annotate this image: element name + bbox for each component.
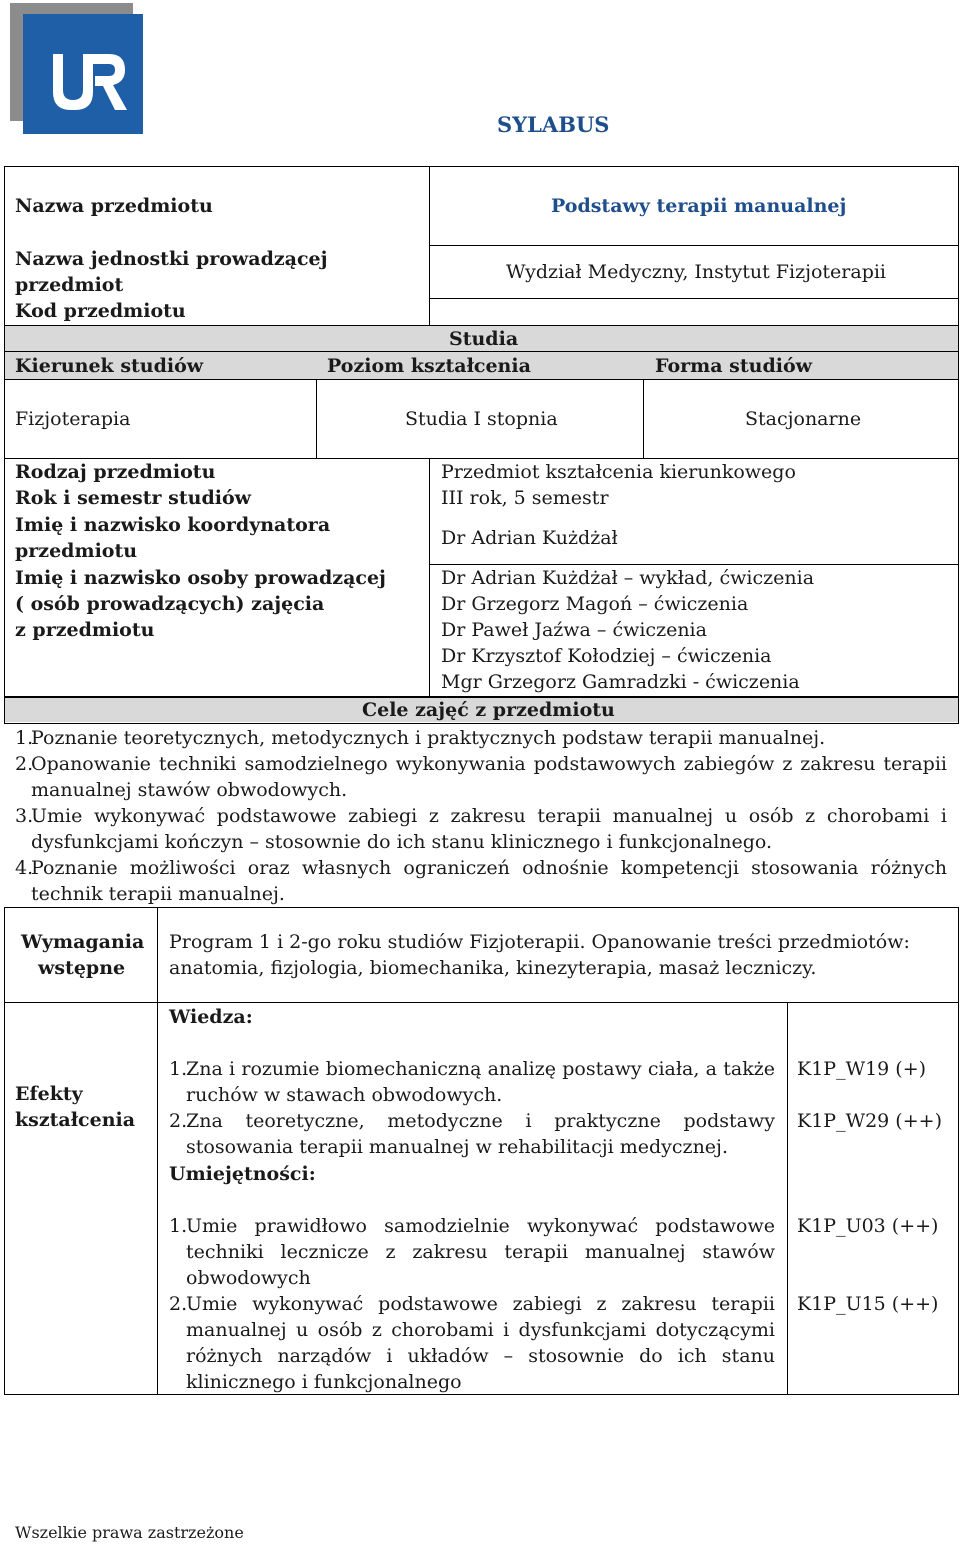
course-code-label: Kod przedmiotu	[15, 300, 186, 322]
studies-header-level: Poziom kształcenia	[327, 355, 531, 377]
outcome-number: 2.	[169, 1110, 188, 1132]
coordinator-label-line2: przedmiotu	[15, 540, 138, 562]
knowledge-code: K1P_W19 (+)	[797, 1058, 927, 1080]
outcomes-label-line1: Efekty	[15, 1083, 83, 1105]
year-value: III rok, 5 semestr	[441, 487, 609, 509]
goal-text: Umie wykonywać podstawowe zabiegi z zakresu terapii manualnej u osób z chorobami i dysfunkcjami kończyn – stosownie do ich stanu klinicznego i funkcjonalnego.	[31, 805, 947, 853]
studies-value-form: Stacjonarne	[745, 408, 862, 430]
instructor-item: Mgr Grzegorz Gamradzki - ćwiczenia	[441, 671, 800, 693]
goal-text: Poznanie teoretycznych, metodycznych i praktycznych podstaw terapii manualnej.	[31, 727, 826, 749]
page-title: SYLABUS	[497, 112, 610, 137]
instructor-item: Dr Grzegorz Magoń – ćwiczenia	[441, 593, 749, 615]
course-type-value: Przedmiot kształcenia kierunkowego	[441, 461, 796, 483]
requirements-label-line2: wstępne	[38, 957, 126, 979]
unit-label-line1: Nazwa jednostki prowadzącej	[15, 248, 328, 270]
studies-section-title: Studia	[449, 328, 519, 350]
course-name-label: Nazwa przedmiotu	[15, 195, 213, 217]
goal-number: 4.	[15, 857, 34, 879]
goal-number: 2.	[15, 753, 34, 775]
goal-number: 1.	[15, 727, 34, 749]
requirements-label-line1: Wymagania	[21, 931, 145, 953]
knowledge-code: K1P_W29 (++)	[797, 1110, 942, 1132]
knowledge-title: Wiedza:	[169, 1006, 253, 1028]
skill-code: K1P_U03 (++)	[797, 1215, 939, 1237]
year-label: Rok i semestr studiów	[15, 487, 251, 509]
instructors-label-line1: Imię i nazwisko osoby prowadzącej	[15, 567, 386, 589]
outcome-text: Zna i rozumie biomechaniczną analizę postawy ciała, a także ruchów w stawach obwodowych.	[186, 1058, 775, 1106]
university-logo	[10, 3, 144, 134]
outcome-number: 1.	[169, 1215, 188, 1237]
instructors-label-line3: z przedmiotu	[15, 619, 155, 641]
outcome-text: Umie prawidłowo samodzielnie wykonywać podstawowe techniki lecznicze z zakresu terapii manualnej stawów obwodowych	[186, 1215, 775, 1289]
unit-value: Wydział Medyczny, Instytut Fizjoterapii	[506, 261, 887, 283]
skill-code: K1P_U15 (++)	[797, 1293, 939, 1315]
outcome-number: 2.	[169, 1293, 188, 1315]
goal-number: 3.	[15, 805, 34, 827]
outcomes-label-line2: kształcenia	[15, 1109, 136, 1131]
instructors-label-line2: ( osób prowadzących) zajęcia	[15, 593, 325, 615]
studies-value-level: Studia I stopnia	[405, 408, 558, 430]
studies-value-direction: Fizjoterapia	[15, 408, 131, 430]
skills-title: Umiejętności:	[169, 1163, 316, 1185]
outcome-text: Zna teoretyczne, metodyczne i praktyczne podstawy stosowania terapii manualnej w rehabilitacji medycznej.	[186, 1110, 775, 1158]
goal-text: Poznanie możliwości oraz własnych ograniczeń odnośnie kompetencji stosowania różnych technik terapii manualnej.	[31, 857, 947, 905]
goals-title: Cele zajęć z przedmiotu	[362, 699, 615, 721]
studies-header-direction: Kierunek studiów	[15, 355, 204, 377]
requirements-text: Program 1 i 2-go roku studiów Fizjoterapii. Opanowanie treści przedmiotów: anatomia, fizjologia, biomechanika, kinezyterapia, masaż leczniczy.	[169, 931, 910, 979]
goal-text: Opanowanie techniki samodzielnego wykonywania podstawowych zabiegów z zakresu terapii manualnej stawów obwodowych.	[31, 753, 947, 801]
coordinator-value: Dr Adrian Kużdżał	[441, 527, 618, 549]
outcome-text: Umie wykonywać podstawowe zabiegi z zakresu terapii manualnej u osób z chorobami i dysfunkcjami dotyczącymi różnych narządów i układów – stosownie do ich stanu klinicznego i funkcjonalnego	[186, 1293, 775, 1393]
coordinator-label-line1: Imię i nazwisko koordynatora	[15, 514, 331, 536]
unit-label-line2: przedmiot	[15, 274, 124, 296]
outcome-number: 1.	[169, 1058, 188, 1080]
footer-text: Wszelkie prawa zastrzeżone	[15, 1523, 244, 1542]
instructor-item: Dr Adrian Kużdżał – wykład, ćwiczenia	[441, 567, 815, 589]
instructor-item: Dr Krzysztof Kołodziej – ćwiczenia	[441, 645, 772, 667]
course-name-value: Podstawy terapii manualnej	[551, 195, 847, 217]
studies-header-form: Forma studiów	[655, 355, 812, 377]
instructor-item: Dr Paweł Jaźwa – ćwiczenia	[441, 619, 707, 641]
course-type-label: Rodzaj przedmiotu	[15, 461, 216, 483]
